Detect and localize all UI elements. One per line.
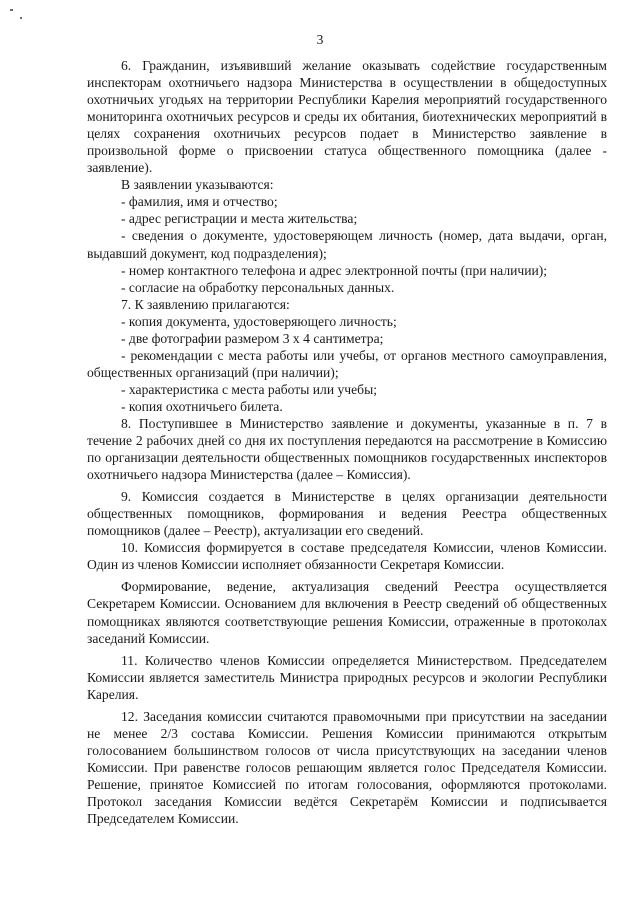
page-number: 3: [316, 32, 324, 47]
paragraph-item-6: 6. Гражданин, изъявивший желание оказывать содействие государственным инспекторам охотничьего надзора Министерства в осуществлении в общедоступных охотничьих угодьях на территории Республики Карелия мероприятий государственного мониторинга охотничьих ресурсов и среды их обитания, биотехнических мероприятий в целях сохранения охотничьих ресурсов подает в Министерство заявление в произвольной форме о присвоении статуса общественного помощника (далее - заявление).: [87, 58, 607, 176]
paragraph-item-9: 9. Комиссия создается в Министерстве в целях организации деятельности общественных помощников, формирования и ведения Реестра общественных помощников (далее – Реестр), актуализации его сведений.: [87, 489, 607, 539]
list-item-address: - адрес регистрации и места жительства;: [121, 211, 358, 227]
list-item-recommendations: - рекомендации с места работы или учебы, от органов местного самоуправления, общественных организаций (при наличии);: [87, 347, 607, 380]
document-body: [87, 57, 607, 827]
paragraph-registry-maintenance: Формирование, ведение, актуализация сведений Реестра осуществляется Секретарем Комиссии. Основанием для включения в Реестр сведений об общественных помощниках являются соответствующие решения Комиссии, отраженные в протоколах заседаний Комиссии.: [87, 579, 607, 646]
paragraph-item-8: 8. Поступившее в Министерство заявление и документы, указанные в п. 7 в течение 2 рабочих дней со дня их поступления передаются на рассмотрение в Комиссию по организации деятельности общественных помощников государственных инспекторов охотничьего надзора Министерства (далее – Комиссия).: [87, 415, 607, 483]
scan-artifact-mark: [10, 9, 13, 11]
list-item-id-copy: - копия документа, удостоверяющего личность;: [121, 313, 397, 329]
paragraph-item-10: 10. Комиссия формируется в составе председателя Комиссии, членов Комиссии. Один из членов Комиссии исполняет обязанности Секретаря Комиссии.: [87, 540, 607, 573]
list-item-full-name: - фамилия, имя и отчество;: [121, 194, 278, 210]
paragraph-statement-contents-heading: В заявлении указываются:: [121, 177, 274, 193]
list-item-hunting-license: - копия охотничьего билета.: [121, 398, 283, 414]
paragraph-item-7: 7. К заявлению прилагаются:: [121, 296, 290, 312]
scan-artifact-mark: [20, 17, 22, 19]
list-item-contacts: - номер контактного телефона и адрес электронной почты (при наличии);: [121, 262, 548, 278]
paragraph-item-12: 12. Заседания комиссии считаются правомочными при присутствии на заседании не менее 2/3 состава Комиссии. Решения Комиссии принимаются открытым голосованием большинством голосов от числа присутствующих на заседании членов Комиссии. При равенстве голосов решающим является голос Председателя Комиссии. Решение, принятое Комиссией по итогам голосования, оформляются протоколами. Протокол заседания Комиссии ведётся Секретарём Комиссии и подписывается Председателем Комиссии.: [87, 708, 607, 827]
list-item-identity-document: - сведения о документе, удостоверяющем личность (номер, дата выдачи, орган, выдавший документ, код подразделения);: [87, 228, 607, 261]
list-item-reference: - характеристика с места работы или учебы;: [121, 381, 377, 397]
list-item-consent: - согласие на обработку персональных данных.: [121, 279, 395, 295]
list-item-photos: - две фотографии размером 3 х 4 сантиметра;: [121, 330, 384, 346]
paragraph-item-11: 11. Количество членов Комиссии определяется Министерством. Председателем Комиссии является заместитель Министра природных ресурсов и экологии Республики Карелия.: [87, 652, 607, 702]
